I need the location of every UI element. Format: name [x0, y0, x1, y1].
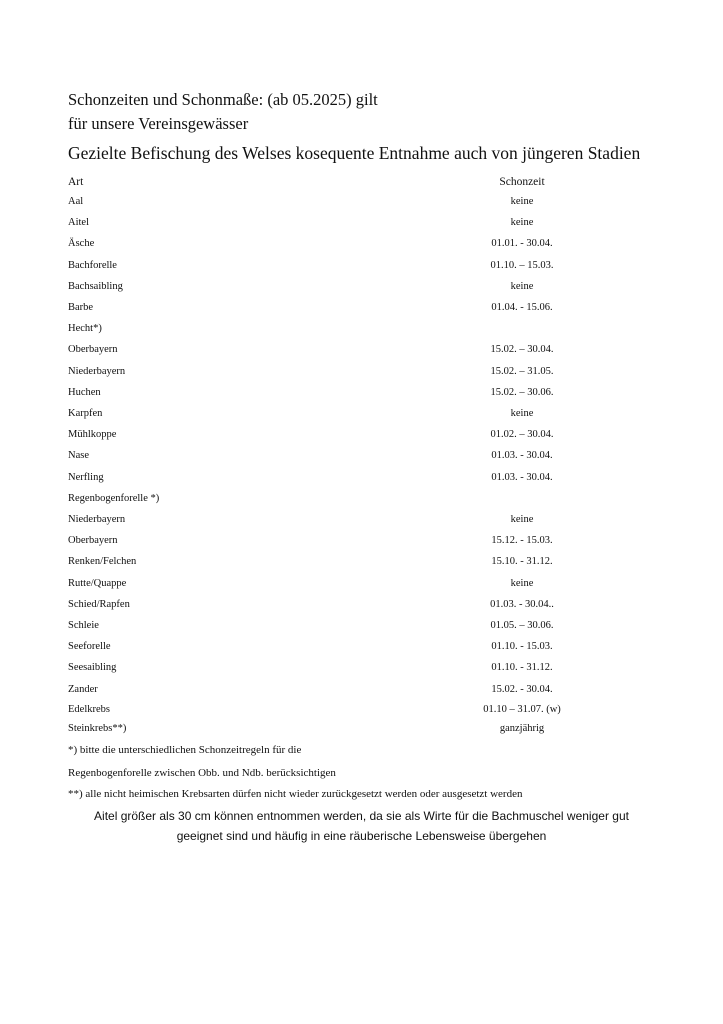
closed-season: 01.10. – 15.03.: [490, 259, 554, 271]
species-name: Nerfling: [68, 471, 104, 483]
closed-season: 15.10. - 31.12.: [491, 556, 553, 568]
closed-season: 15.02. – 30.06.: [490, 386, 554, 398]
closed-season: 15.02. - 30.04.: [491, 683, 553, 695]
table-row: [0, 408, 723, 424]
footer-line-2: geeignet sind und häufig in eine räuberische Lebensweise übergehen: [176, 829, 547, 843]
table-row: [0, 556, 723, 572]
table-row: [0, 323, 723, 339]
species-name: Renken/Felchen: [68, 556, 137, 568]
species-name: Seesaibling: [68, 662, 117, 674]
species-name: Rutte/Quappe: [68, 577, 127, 589]
closed-season: 01.05. – 30.06.: [490, 620, 554, 631]
species-name: Oberbayern: [68, 535, 118, 547]
table-row: [0, 429, 723, 445]
closed-season: ganzjährig: [499, 723, 545, 734]
species-name: Niederbayern: [68, 365, 126, 377]
closed-season: 01.03. - 30.04.: [491, 471, 553, 483]
table-row: [0, 217, 723, 233]
table-row: [0, 302, 723, 318]
closed-season: 01.10. - 15.03.: [491, 641, 553, 653]
closed-season: 01.01. - 30.04.: [491, 238, 553, 250]
table-row: [0, 472, 723, 488]
species-name: Schleie: [68, 620, 99, 631]
closed-season: 01.03. - 30.04..: [490, 598, 554, 610]
closed-season: 01.03. - 30.04.: [491, 450, 553, 462]
note-3: **) alle nicht heimischen Krebsarten dürfen nicht wieder zurückgesetzt werden oder ausgesetzt werden: [68, 788, 523, 800]
species-name: Regenbogenforelle *): [68, 492, 160, 504]
table-row: [0, 238, 723, 254]
species-name: Mühlkoppe: [68, 429, 117, 441]
species-name: Huchen: [68, 386, 101, 398]
table-row: [0, 641, 723, 657]
table-row: [0, 535, 723, 551]
closed-season: 01.02. – 30.04.: [490, 429, 554, 441]
table-row: [0, 260, 723, 276]
species-name: Hecht*): [68, 323, 102, 335]
species-name: Aal: [68, 196, 84, 207]
page-title-line1: Schonzeiten und Schonmaße: (ab 05.2025) gilt: [68, 90, 378, 109]
closed-season: 15.12. - 15.03.: [491, 535, 553, 547]
table-row: [0, 450, 723, 466]
species-name: Seeforelle: [68, 641, 111, 653]
table-row: [0, 599, 723, 615]
table-row: [0, 662, 723, 678]
note-2: Regenbogenforelle zwischen Obb. und Ndb. berücksichtigen: [68, 767, 336, 779]
page-title-line2: für unsere Vereinsgewässer: [68, 114, 249, 133]
table-row: [0, 344, 723, 360]
species-name: Schied/Rapfen: [68, 598, 130, 610]
closed-season: 01.10. - 31.12.: [491, 662, 553, 674]
closed-season: 15.02. – 31.05.: [490, 365, 554, 377]
column-header-schonzeit: Schonzeit: [499, 176, 545, 188]
species-name: Äsche: [68, 238, 95, 250]
table-row: [0, 514, 723, 530]
table-row: [0, 196, 723, 212]
table-row: [0, 578, 723, 594]
closed-season: 01.10 – 31.07. (w): [483, 704, 561, 715]
table-row: [0, 493, 723, 509]
footer-note: [40, 806, 683, 846]
species-name: Edelkrebs: [68, 704, 110, 715]
table-row: [0, 620, 723, 636]
species-name: Bachsaibling: [68, 280, 123, 292]
closed-season: 01.04. - 15.06.: [491, 302, 553, 313]
table-row: [0, 366, 723, 382]
closed-season: 15.02. – 30.04.: [490, 344, 554, 356]
species-name: Nase: [68, 450, 89, 462]
column-header-art: Art: [68, 176, 84, 188]
species-name: Niederbayern: [68, 514, 126, 525]
table-row: [0, 684, 723, 700]
closed-season: keine: [510, 280, 534, 292]
footer-line-1: Aitel größer als 30 cm können entnommen werden, da sie als Wirte für die Bachmuschel weniger gut: [94, 809, 629, 823]
note-1: *) bitte die unterschiedlichen Schonzeitregeln für die: [68, 744, 302, 756]
table-row: [0, 704, 723, 720]
species-name: Karpfen: [68, 408, 103, 419]
species-name: Barbe: [68, 302, 94, 313]
closed-season: keine: [510, 514, 534, 525]
species-name: Aitel: [68, 217, 89, 229]
table-row: [0, 281, 723, 297]
species-name: Zander: [68, 683, 98, 695]
page-subtitle: Gezielte Befischung des Welses kosequente Entnahme auch von jüngeren Stadien: [68, 143, 641, 163]
closed-season: keine: [510, 217, 534, 229]
closed-season: keine: [510, 196, 534, 207]
closed-season: keine: [510, 577, 534, 589]
species-name: Oberbayern: [68, 344, 118, 356]
table-row: [0, 723, 723, 739]
species-name: Bachforelle: [68, 259, 117, 271]
species-name: Steinkrebs**): [68, 723, 127, 734]
table-row: [0, 387, 723, 403]
closed-season: keine: [510, 408, 534, 419]
